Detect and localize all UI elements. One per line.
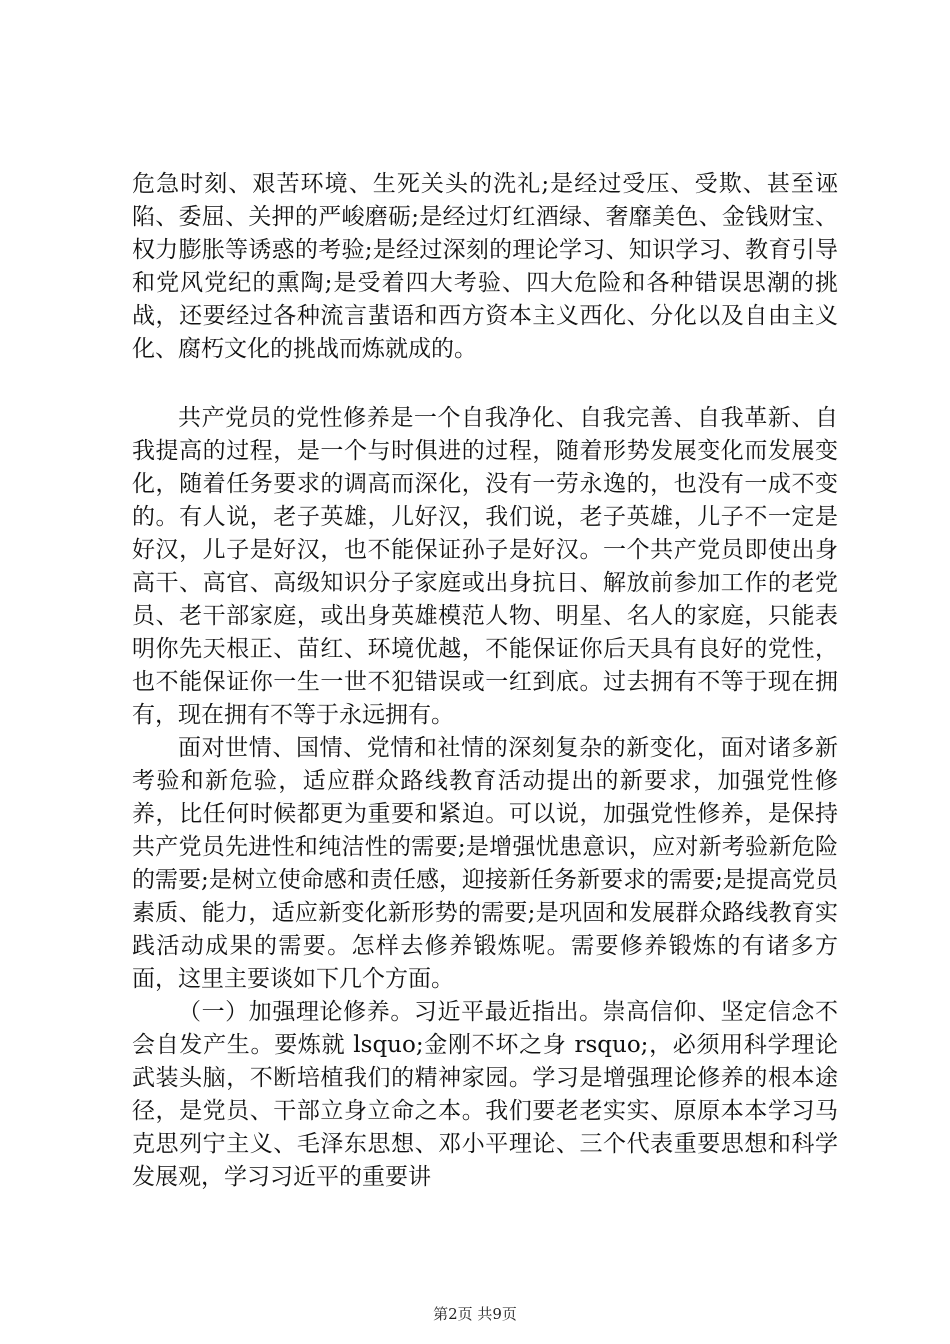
page-footer: 第2页 共9页 [433,1305,517,1323]
paragraph-new-changes: 面对世情、国情、党情和社情的深刻复杂的新变化，面对诸多新考验和新危验，适应群众路线教育活动提出的新要求，加强党性修养，比任何时候都更为重要和紧迫。可以说，加强党性修养，是保持共产党员先进性和纯洁性的需要;是增强忧患意识，应对新考验新危险的需要;是树立使命感和责任感，迎接新任务新要求的需要;是提高党员素质、能力，适应新变化新形势的需要;是巩固和发展群众路线教育实践活动成果的需要。怎样去修养锻炼呢。需要修养锻炼的有诸多方面，这里主要谈如下几个方面。 [132,735,838,992]
paragraph-party-cultivation: 共产党员的党性修养是一个自我净化、自我完善、自我革新、自我提高的过程，是一个与时俱进的过程，随着形势发展变化而发展变化，随着任务要求的调高而深化，没有一劳永逸的，也没有一成不变的。有人说，老子英雄，儿好汉，我们说，老子英雄，儿子不一定是好汉，儿子是好汉，也不能保证孙子是好汉。一个共产党员即使出身高干、高官、高级知识分子家庭或出身抗日、解放前参加工作的老党员、老干部家庭，或出身英雄模范人物、明星、名人的家庭，只能表明你先天根正、苗红、环境优越，不能保证你后天具有良好的党性，也不能保证你一生一世不犯错误或一红到底。过去拥有不等于现在拥有，现在拥有不等于永远拥有。 [132,405,838,728]
paragraph-continued: 危急时刻、艰苦环境、生死关头的洗礼;是经过受压、受欺、甚至诬陷、委屈、关押的严峻磨砺;是经过灯红酒绿、奢靡美色、金钱财宝、权力膨胀等诱惑的考验;是经过深刻的理论学习、知识学习、教育引导和党风党纪的熏陶;是受着四大考验、四大危险和各种错误思潮的挑战，还要经过各种流言蜚语和西方资本主义西化、分化以及自由主义化、腐朽文化的挑战而炼就成的。 [132,171,838,362]
document-body [132,168,838,1194]
paragraph-theory-cultivation: （一）加强理论修养。习近平最近指出。崇高信仰、坚定信念不会自发产生。要炼就 lsquo;金刚不坏之身 rsquo;，必须用科学理论武装头脑，不断培植我们的精神家园。学习是增强理论修养的根本途径，是党员、干部立身立命之本。我们要老老实实、原原本本学习马克思列宁主义、毛泽东思想、邓小平理论、三个代表重要思想和科学发展观，学习习近平的重要讲 [132,999,838,1190]
paragraph-gap [132,366,838,402]
